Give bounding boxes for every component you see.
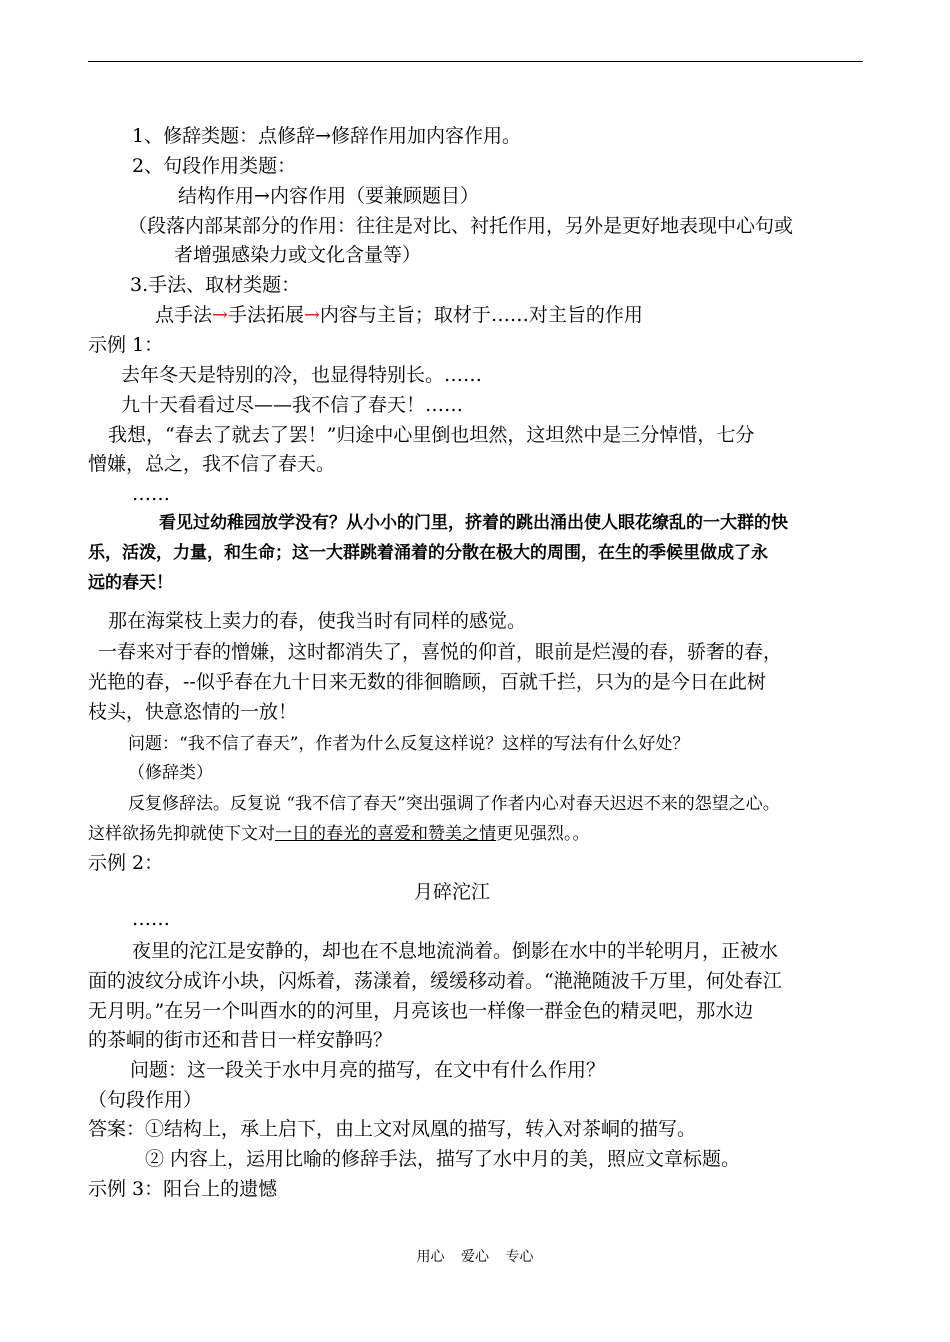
- example-1-para: 那在海棠枝上卖力的春，使我当时有同样的感觉。: [108, 610, 527, 632]
- example-2-title: 月碎沱江: [414, 881, 491, 903]
- example-2-answer: 答案：①结构上，承上启下，由上文对凤凰的描写，转入对茶峒的描写。: [88, 1118, 697, 1140]
- category-item-2-detail: 结构作用→内容作用（要兼顾题目）: [178, 185, 479, 207]
- page-footer: 用心 爱心 专心: [416, 1249, 534, 1265]
- example-1-answer: 反复修辞法。反复说 “我不信了春天”突出强调了作者内心对春天迟迟不来的怨望之心。: [128, 794, 780, 814]
- example-2-answer: ② 内容上，运用比喻的修辞手法，描写了水中月的美，照应文章标题。: [145, 1148, 741, 1170]
- example-2-para: 面的波纹分成许小块，闪烁着，荡漾着，缓缓移动着。“滟滟随波千万里，何处春江: [88, 970, 782, 992]
- example-2-para: 无月明。”在另一个叫酉水的的河里，月亮该也一样像一群金色的精灵吧，那水边: [88, 1000, 754, 1022]
- example-1-para: 一春来对于春的憎嫌，这时都消失了，喜悦的仰首，眼前是烂漫的春，骄奢的春，: [98, 641, 783, 663]
- example-1-para: 光艳的春，--似乎春在九十日来无数的徘徊瞻顾，百就千拦，只为的是今日在此树: [88, 671, 766, 693]
- red-arrow-icon: →: [303, 304, 320, 326]
- bold-quote-line: 乐，活泼，力量，和生命；这一大群跳着涌着的分散在极大的周围，在生的季候里做成了永: [88, 543, 768, 563]
- red-arrow-icon: →: [212, 304, 228, 326]
- example-1-para: 去年冬天是特别的冷，也显得特别长。……: [121, 364, 483, 386]
- bold-quote-line: 看见过幼稚园放学没有？从小小的门里，挤着的跳出涌出使人眼花缭乱的一大群的快: [159, 513, 788, 533]
- header-rule: [88, 61, 863, 62]
- example-2-ellipsis: ……: [132, 908, 170, 930]
- example-1-label: 示例 1：: [88, 334, 164, 356]
- example-1-para: 九十天看看过尽——我不信了春天！……: [121, 394, 464, 416]
- example-2-para: 的茶峒的街市还和昔日一样安静吗？: [88, 1029, 393, 1051]
- category-item-3: 3.手法、取材类题：: [130, 274, 301, 296]
- example-1-para: 我想，“春去了就去了罢！”归途中心里倒也坦然，这坦然中是三分悼惜，七分: [108, 424, 755, 446]
- category-item-1: 1、修辞类题：点修辞→修辞作用加内容作用。: [132, 125, 522, 147]
- example-2-para: 夜里的沱江是安静的，却也在不息地流淌着。倒影在水中的半轮明月，正被水: [132, 940, 779, 962]
- category-item-3-detail: 点手法→手法拓展→内容与主旨；取材于……对主旨的作用: [155, 304, 643, 326]
- example-1-para: 憎嫌，总之，我不信了春天。: [88, 453, 336, 475]
- example-2-question: 问题：这一段关于水中月亮的描写，在文中有什么作用？: [130, 1059, 606, 1081]
- category-item-2-note: （段落内部某部分的作用：往往是对比、衬托作用，另外是更好地表现中心句或: [128, 215, 794, 237]
- example-3-label: 示例 3：阳台上的遗憾: [88, 1178, 278, 1200]
- category-item-2: 2、句段作用类题：: [132, 155, 297, 177]
- example-1-answer-cont: 这样欲扬先抑就使下文对一日的春光的喜爱和赞美之情更见强烈。。: [88, 824, 590, 844]
- example-1-ellipsis: ……: [132, 483, 170, 505]
- example-2-type: （句段作用）: [88, 1089, 203, 1111]
- example-1-type: （修辞类）: [128, 763, 213, 783]
- example-2-label: 示例 2：: [88, 852, 164, 874]
- example-1-para: 枝头，快意恣情的一放！: [88, 701, 298, 723]
- bold-quote-line: 远的春天！: [88, 573, 173, 593]
- category-item-2-note-cont: 者增强感染力或文化含量等）: [174, 244, 422, 266]
- underlined-phrase: 一日的春光的喜爱和赞美之情: [275, 824, 496, 844]
- example-1-question: 问题：“我不信了春天”，作者为什么反复这样说？这样的写法有什么好处？: [128, 734, 690, 754]
